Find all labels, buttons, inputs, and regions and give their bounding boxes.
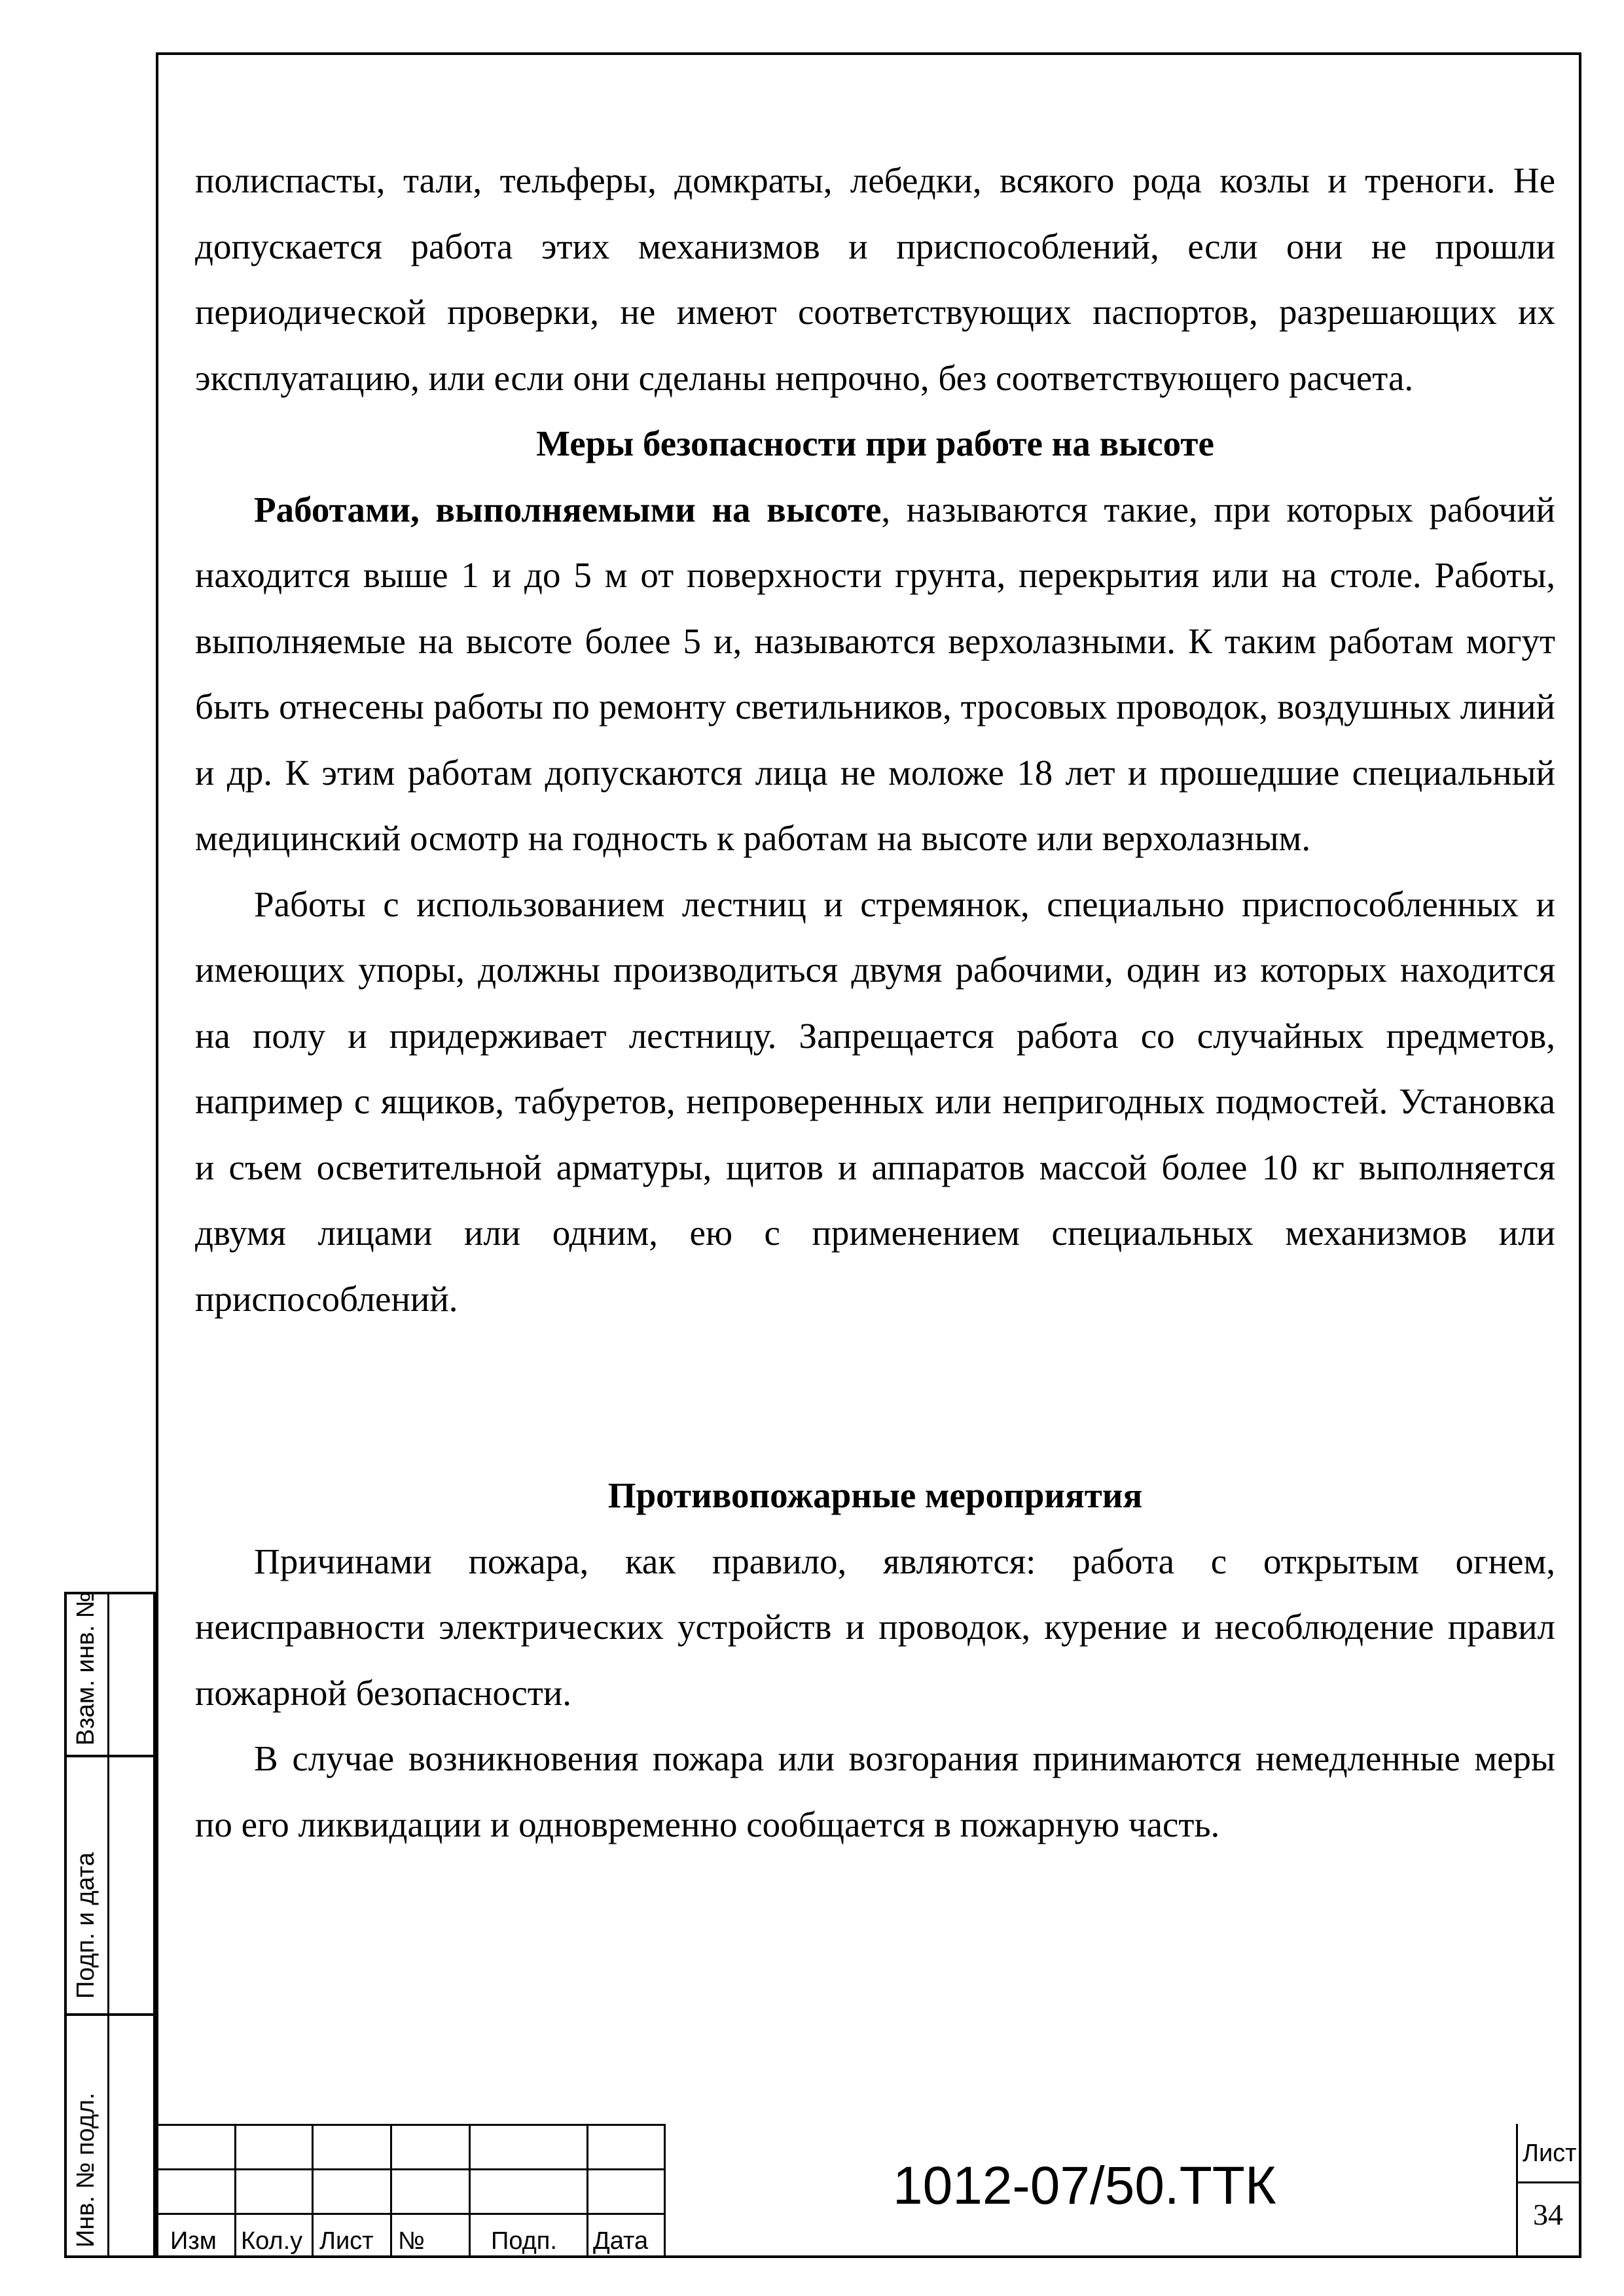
paragraph-height-work-text: , называются такие, при которых рабочий находится выше 1 и до 5 м от поверхности грунта, перекрытия или на столе. Работы, выполняемые на высоте более 5 и, называются верхолазными. К таким работам могут быть отнесены работы по ремонту светильников, тросовых проводок, воздушных линий и др. К этим работам допускаются лица не моложе 18 лет и прошедшие специальный медицинский осмотр на годность к работам на высоте или верхолазным. xyxy=(195,489,1555,858)
paragraph-fire-causes: Причинами пожара, как правило, являются: работа с открытым огнем, неисправности электрических устройств и проводок, курение и несоблюдение правил пожарной безопасности. xyxy=(195,1541,1555,1713)
title-block xyxy=(156,2124,1581,2258)
side-label-vzam: Взам. инв. № xyxy=(72,1591,99,1746)
paragraph-continuation: полиспасты, тали, тельферы, домкраты, лебедки, всякого рода козлы и треноги. Не допускается работа этих механизмов и приспособлений, если они не прошли периодической проверки, не имеют соответствующих паспортов, разрешающих их эксплуатацию, или если они сделаны непрочно, без соответствующего расчета. xyxy=(195,160,1555,398)
sheet-number: 34 xyxy=(1533,2198,1563,2231)
section-heading-fire-safety: Противопожарные мероприятия xyxy=(607,1475,1143,1515)
stamp-col-data: Дата xyxy=(593,2227,649,2255)
side-label-podp: Подп. и дата xyxy=(72,1852,99,1999)
paragraph-height-work xyxy=(195,477,1555,872)
side-stamp xyxy=(64,1592,156,2258)
sheet-label: Лист xyxy=(1523,2140,1577,2167)
spacer xyxy=(195,1332,1555,1463)
document-code: 1012-07/50.ТТК xyxy=(893,2156,1276,2215)
paragraph-fire-response: В случае возникновения пожара или возгорания принимаются немедленные меры по его ликвидации и одновременно сообщается в пожарную часть. xyxy=(195,1738,1555,1844)
stamp-col-podp: Подп. xyxy=(491,2227,557,2255)
stamp-col-no: № xyxy=(398,2227,425,2255)
document-body xyxy=(195,148,1555,1857)
term-height-work: Работами, выполняемыми на высоте xyxy=(254,489,882,529)
section-heading-height-safety: Меры безопасности при работе на высоте xyxy=(536,423,1214,463)
stamp-col-list: Лист xyxy=(319,2227,374,2255)
side-label-inv: Инв. № подл. xyxy=(72,2092,99,2248)
paragraph-ladders: Работы с использованием лестниц и стремянок, специально приспособленных и имеющих упоры, должны производиться двумя рабочими, один из которых находится на полу и придерживает лестницу. Запрещается работа со случайных предметов, например с ящиков, табуретов, непроверенных или непригодных подмостей. Установка и съем осветительной арматуры, щитов и аппаратов массой более 10 кг выполняется двумя лицами или одним, ею с применением специальных механизмов или приспособлений. xyxy=(195,884,1555,1319)
stamp-col-izm: Изм xyxy=(170,2227,217,2255)
stamp-col-kolu: Кол.у xyxy=(241,2227,303,2255)
